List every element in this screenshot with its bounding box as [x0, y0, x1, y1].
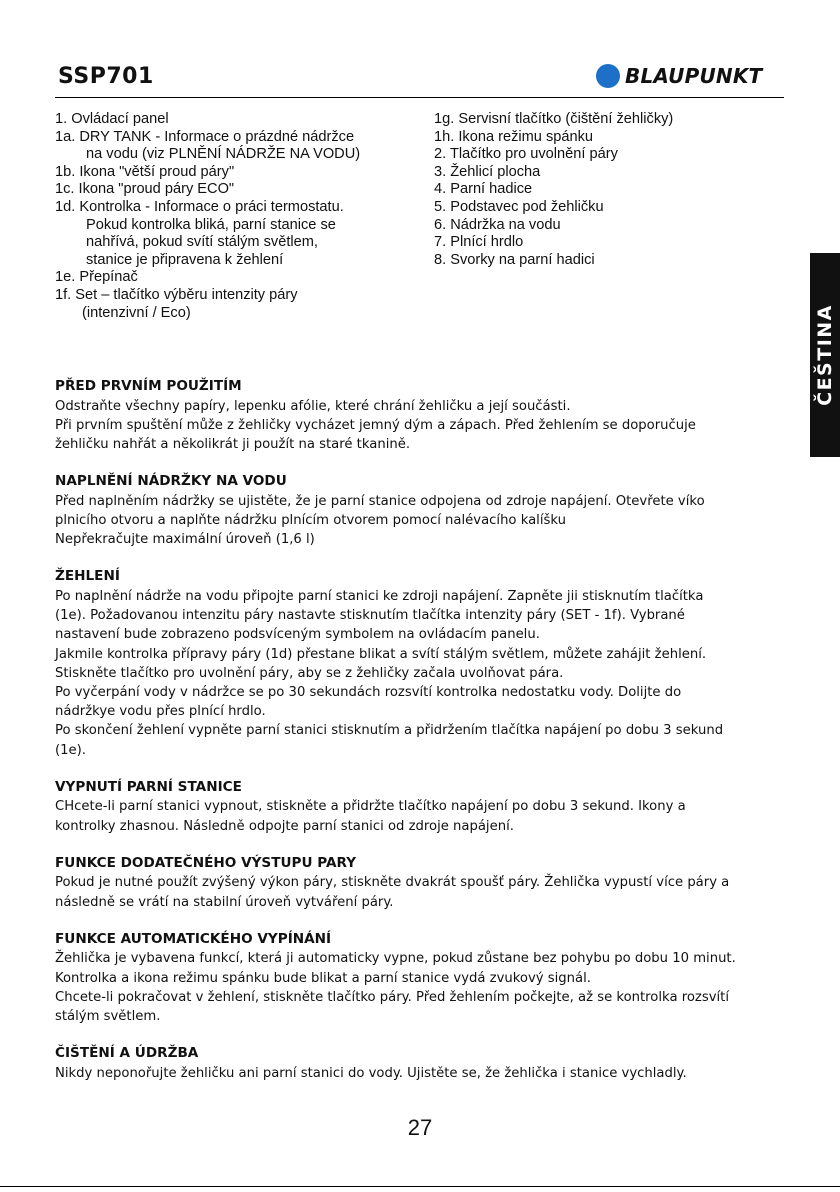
section-text-line: Pokud je nutné použít zvýšený výkon páry, stiskněte dvakrát spoušť páry. Žehlička vypustí více páry a — [55, 875, 730, 891]
parts-list-item — [434, 146, 784, 164]
item-text: Plnící hrdlo — [450, 234, 524, 251]
item-number: 2. — [434, 146, 447, 163]
item-number: 1g. — [434, 111, 455, 127]
section — [55, 930, 790, 1026]
item-text: Svorky na parní hadici — [450, 251, 595, 268]
item-text: Kontrolka - Informace o práci termostatu. — [79, 198, 344, 215]
item-text: Tlačítko pro uvolnění páry — [449, 146, 618, 163]
section-text-line: Před naplněním nádržky se ujistěte, že je parní stanice odpojena od zdroje napájení. Otevřete víko — [55, 493, 705, 509]
parts-list-item — [434, 217, 784, 235]
parts-list-item — [55, 164, 435, 182]
section-text-line: Po naplnění nádrže na vodu připojte parní stanici ke zdroji napájení. Zapněte jii stisknutím tlačítka — [55, 589, 704, 604]
item-text: Set – tlačítko výběru intenzity páry — [75, 286, 298, 303]
section-heading: ŽEHLENÍ — [55, 568, 120, 585]
parts-list-item — [434, 129, 784, 147]
item-number: 5. — [434, 198, 447, 215]
section-text-line: (1e). — [55, 742, 86, 758]
item-continuation: na vodu (viz PLNĚNÍ NÁDRŽE NA VODU) — [86, 146, 361, 163]
parts-list-item — [434, 181, 784, 199]
item-number: 8. — [434, 251, 447, 268]
section-text-line: nádržkye vodu přes plnící hrdlo. — [55, 704, 266, 720]
section-text-line: plnicího otvoru a naplňte nádržku plnícím otvorem pomocí nalévacího kalíšku — [55, 513, 566, 528]
item-number: 6. — [434, 216, 447, 233]
section — [55, 778, 790, 836]
item-continuation: Pokud kontrolka bliká, parní stanice se — [86, 216, 336, 233]
item-number: 1d. — [55, 198, 76, 215]
item-continuation: nahřívá, pokud svítí stálým světlem, — [86, 234, 318, 251]
parts-list-item — [434, 199, 784, 217]
section-heading: PŘED PRVNÍM POUŽITÍM — [55, 378, 242, 394]
section-text-line: Nepřekračujte maximální úroveň (1,6 l) — [55, 532, 315, 548]
item-number: 1e. — [55, 269, 76, 286]
section-text-line: Po vyčerpání vody v nádržce se po 30 sekundách rozsvítí kontrolka nedostatku vody. Dolijte do — [55, 685, 682, 701]
parts-list-item — [434, 111, 784, 129]
parts-list-item — [434, 252, 784, 270]
section-text-line: stálým světlem. — [55, 1009, 161, 1025]
parts-list-item — [434, 234, 784, 252]
footer-divider — [0, 1186, 840, 1187]
item-number: 1a. — [55, 128, 76, 145]
item-number: 4. — [434, 181, 447, 198]
section-text-line: Žehlička je vybavena funkcí, která ji automaticky vypne, pokud zůstane bez pohybu po dobu 10 minut. — [55, 951, 736, 967]
item-number: 3. — [434, 163, 447, 180]
item-continuation: stanice je připravena k žehlení — [86, 251, 284, 268]
section-text-line: Po skončení žehlení vypněte parní stanici stisknutím a přidržením tlačítka napájení po dobu 3 sekund — [55, 723, 724, 739]
section-text-line: Chcete-li pokračovat v žehlení, stiskněte tlačítko páry. Před žehlením počkejte, až se kontrolka rozsvítí — [55, 989, 730, 1005]
section-text-line: CHcete-li parní stanici vypnout, stiskněte a přidržte tlačítko napájení po dobu 3 sekund. Ikony a — [55, 799, 686, 815]
section-heading: NAPLNĚNÍ NÁDRŽKY NA VODU — [55, 473, 287, 490]
parts-list-item — [55, 287, 435, 305]
item-text: Podstavec pod žehličku — [450, 198, 604, 215]
item-text: Ikona "větší proud páry" — [79, 163, 235, 180]
item-text: Přepínač — [79, 269, 138, 286]
header-divider — [55, 97, 784, 98]
parts-list-item — [55, 199, 435, 217]
section — [55, 377, 790, 454]
section-text-line: Kontrolka a ikona režimu spánku bude blikat a parní stanice vydá zvukový signál. — [55, 970, 591, 986]
section-text-line: Nikdy neponořujte žehličku ani parní stanici do vody. Ujistěte se, že žehlička i stanice vychladly. — [55, 1065, 687, 1081]
section-heading: FUNKCE DODATEČNÉHO VÝSTUPU PARY — [55, 854, 357, 871]
section-text-line: Při prvním spuštění může z žehličky vycházet jemný dým a zápach. Před žehlením se doporučuje — [55, 417, 696, 433]
language-tab-label: ČEŠTINA — [814, 304, 836, 406]
section-text-line: (1e). Požadovanou intenzitu páry nastavte stisknutím tlačítka intenzity páry (SET - 1f). Vybrané — [55, 608, 685, 624]
section — [55, 567, 790, 759]
page-number: 27 — [407, 1115, 433, 1140]
section-text-line: kontrolky zhasnou. Následně odpojte parní stanici od zdroje napájení. — [55, 818, 514, 834]
section-heading: FUNKCE AUTOMATICKÉHO VYPÍNÁNÍ — [55, 930, 332, 947]
item-text: Ovládací panel — [71, 111, 169, 127]
section — [55, 1044, 790, 1083]
item-number: 1. — [55, 111, 68, 127]
parts-list-left — [55, 111, 435, 322]
item-number: 7. — [434, 234, 447, 251]
parts-list-item — [55, 181, 435, 199]
item-number: 1c. — [55, 181, 75, 198]
item-number: 1b. — [55, 163, 76, 180]
parts-list-item — [434, 164, 784, 182]
item-text: Nádržka na vodu — [450, 216, 561, 233]
instructions-body — [55, 377, 790, 1101]
section-text-line: žehličku nahřát a několikrát ji použít na staré tkanině. — [55, 437, 411, 452]
section-text-line: následně se vrátí na stabilní úroveň vytváření páry. — [55, 894, 394, 910]
item-text: Žehlicí plocha — [450, 163, 541, 180]
section-text-line: Stiskněte tlačítko pro uvolnění páry, aby se z žehličky začala uvolňovat pára. — [55, 665, 564, 681]
parts-list-item — [55, 129, 435, 147]
section-heading: VYPNUTÍ PARNÍ STANICE — [55, 778, 242, 795]
brand-dot-icon — [596, 64, 620, 88]
item-text: Ikona režimu spánku — [458, 128, 594, 145]
brand-name: BLAUPUNKT — [625, 64, 763, 88]
item-text: Parní hadice — [450, 181, 533, 198]
parts-list-right — [434, 111, 784, 269]
item-text: Servisní tlačítko (čištění žehličky) — [458, 111, 674, 127]
item-text: Ikona "proud páry ECO" — [78, 181, 235, 198]
parts-list-item — [55, 111, 435, 129]
section-heading: ČIŠTĚNÍ A ÚDRŽBA — [55, 1045, 199, 1062]
language-tab — [810, 253, 840, 457]
brand-logo — [596, 64, 762, 88]
item-continuation: (intenzivní / Eco) — [82, 304, 191, 321]
parts-list-item — [55, 269, 435, 287]
section-text-line: Odstraňte všechny papíry, lepenku afólie, které chrání žehličku a její součásti. — [55, 398, 571, 414]
section-text-line: nastavení bude zobrazeno podsvíceným symbolem na ovládacím panelu. — [55, 627, 540, 643]
item-number: 1h. — [434, 128, 455, 145]
item-text: DRY TANK - Informace o prázdné nádržce — [79, 128, 355, 145]
section — [55, 854, 790, 912]
item-number: 1f. — [55, 286, 72, 303]
model-name: SSP701 — [58, 64, 154, 89]
section-text-line: Jakmile kontrolka přípravy páry (1d) přestane blikat a svítí stálým světlem, můžete zahájit žehlení. — [55, 646, 707, 662]
section — [55, 472, 790, 549]
